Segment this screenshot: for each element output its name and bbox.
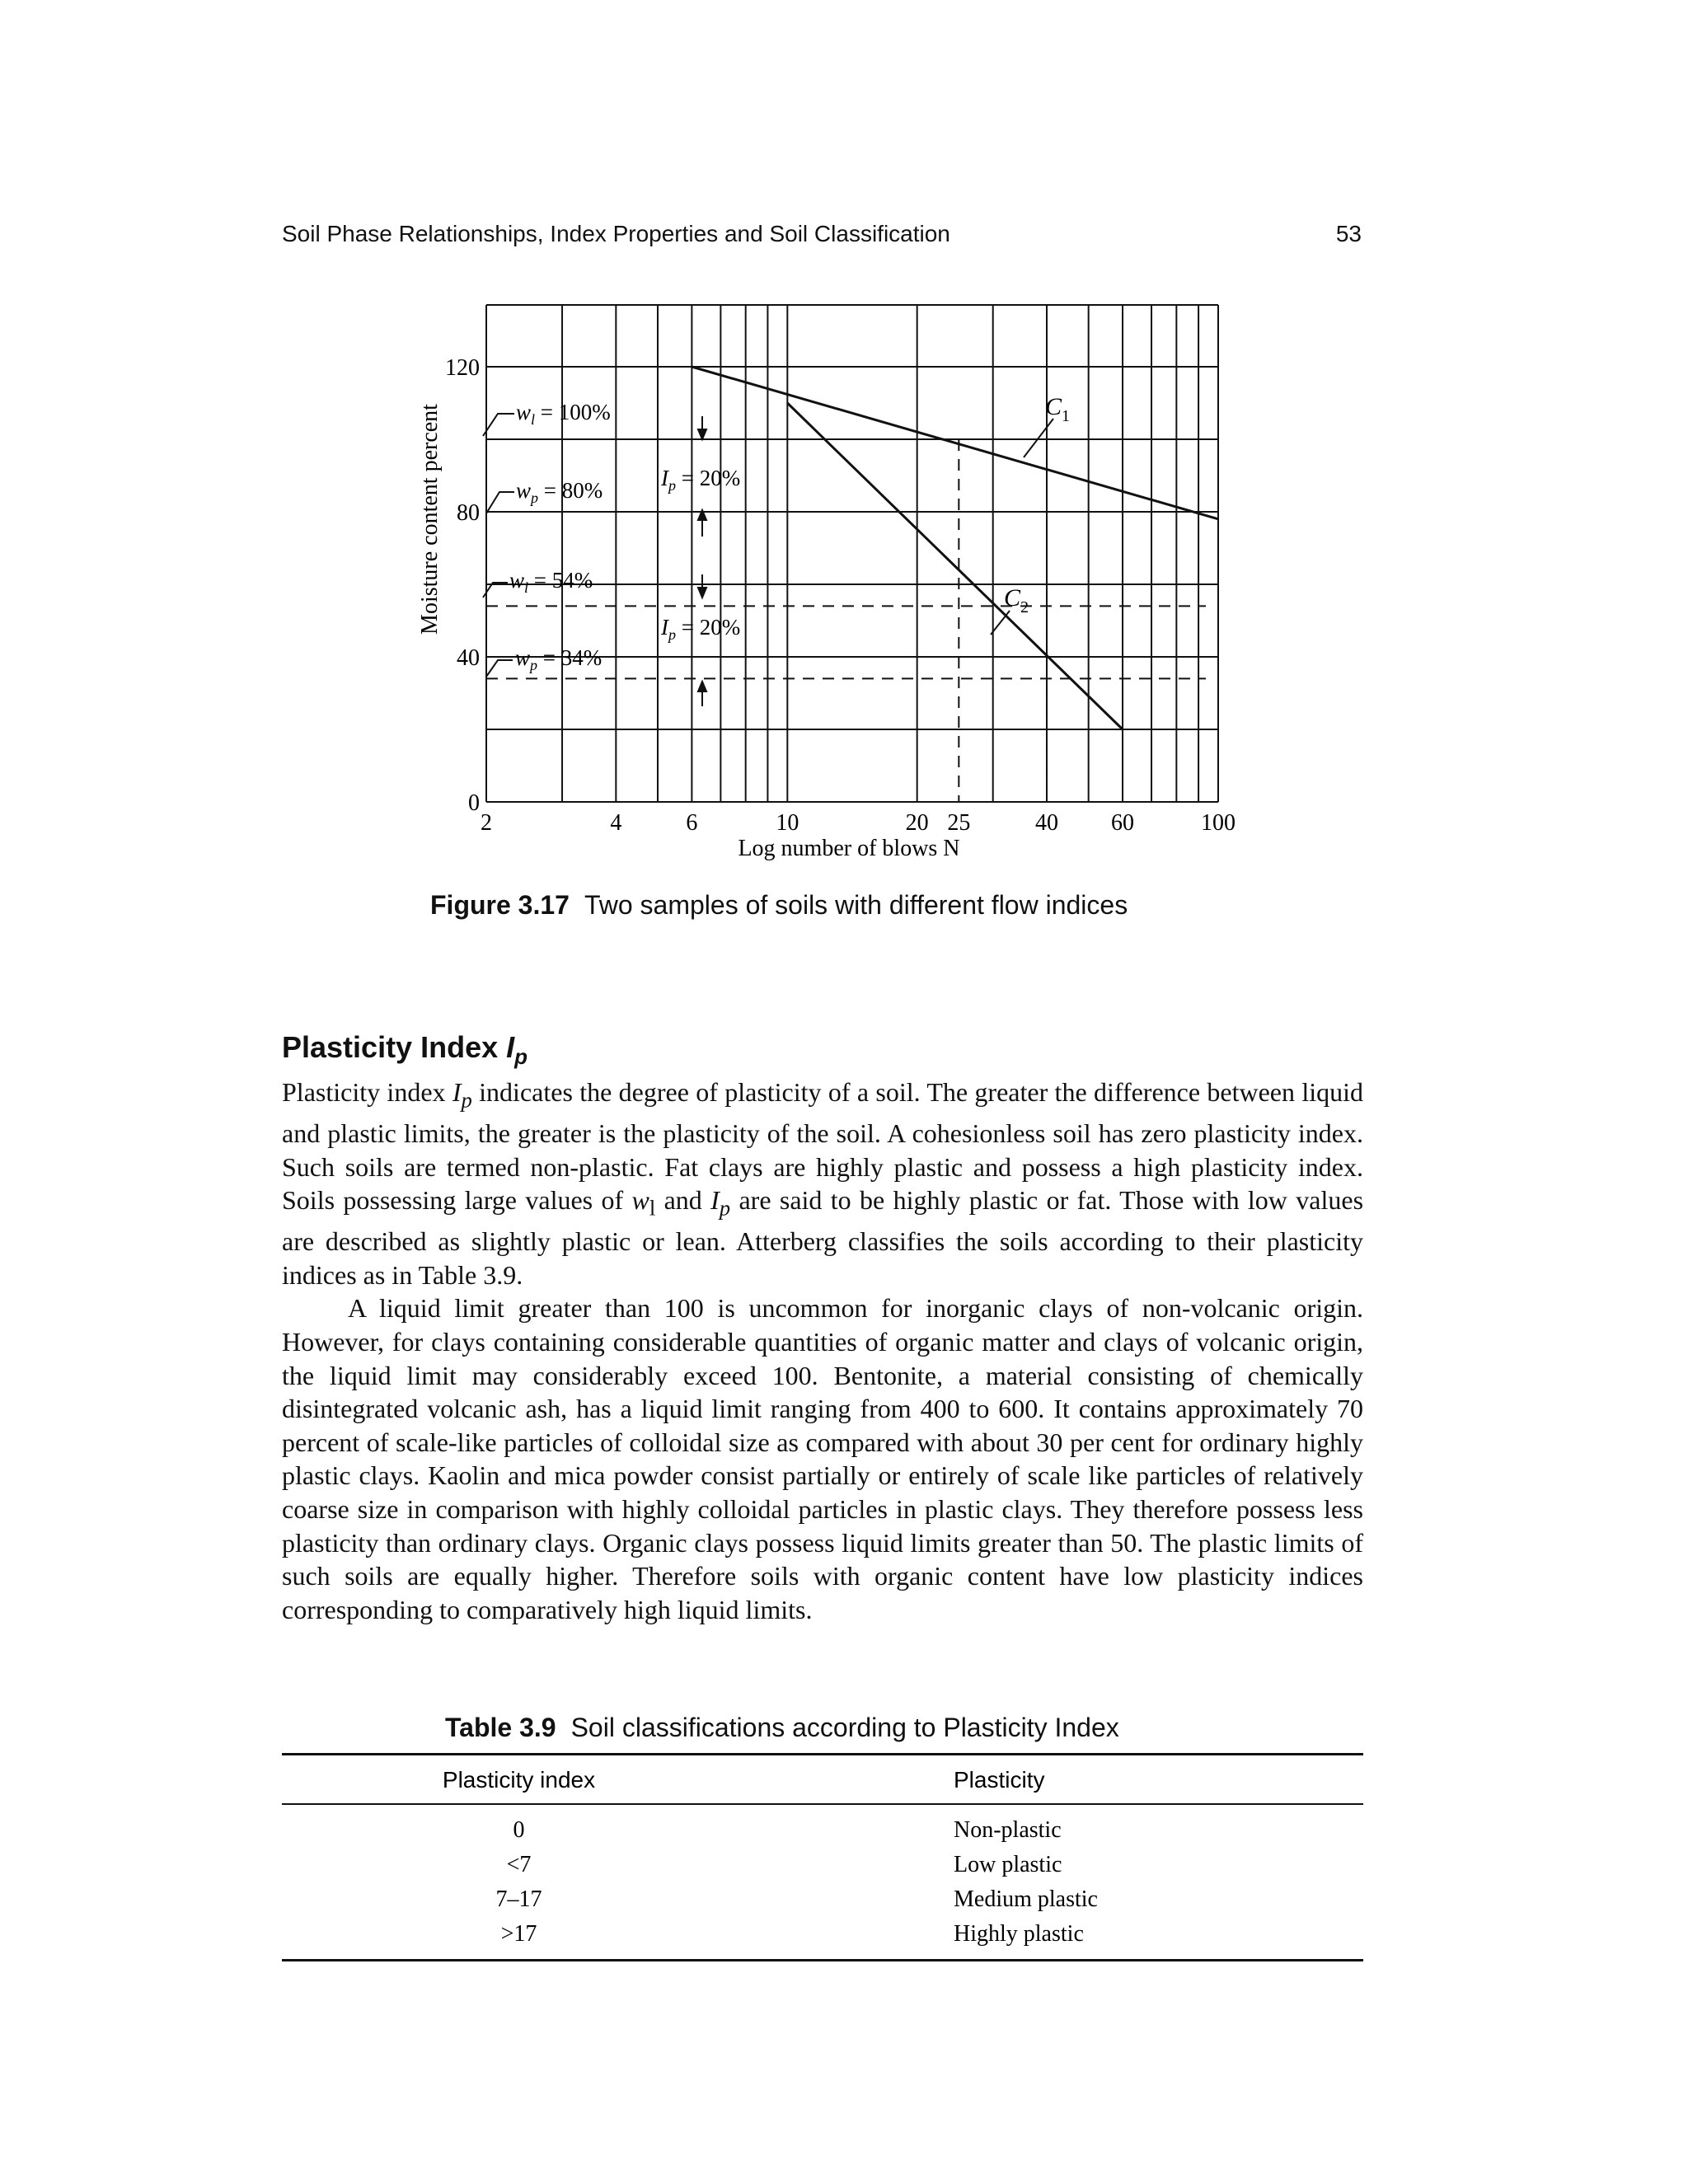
running-header <box>282 221 1362 254</box>
y-tick-label: 0 <box>468 790 480 816</box>
chart-series <box>692 367 1218 729</box>
series-label-c2: $C_2$ <box>1004 584 1029 616</box>
x-tick-label: 25 <box>947 810 971 836</box>
plasticity-table <box>282 1753 1363 1961</box>
table-cell: 0 <box>513 1816 525 1843</box>
figure-caption <box>430 890 1254 921</box>
table-cell: Non-plastic <box>954 1816 1062 1843</box>
annotation-wp-c2: $w_p = 34\%$ <box>515 645 603 673</box>
table-cell: Highly plastic <box>756 1917 1363 1961</box>
leader-wp-c1 <box>486 492 514 513</box>
y-axis-label: Moisture content percent <box>417 404 443 635</box>
leader-wp-c2 <box>486 660 513 677</box>
body-text <box>282 1076 1363 1626</box>
table-cell: >17 <box>282 1917 756 1961</box>
table-row <box>282 1804 1363 1848</box>
table-header-cell: Plasticity index <box>282 1755 756 1805</box>
table-row <box>282 1917 1363 1961</box>
x-axis-label: Log number of blows N <box>738 836 960 861</box>
chart-grid <box>486 305 1218 802</box>
leader-wl-c1 <box>483 414 514 436</box>
table-row <box>282 1848 1363 1882</box>
ip-c2-arrowhead-down <box>698 588 706 598</box>
x-tick-label: 20 <box>905 810 929 836</box>
flow-curve-c2 <box>787 403 1123 729</box>
table-cell: Low plastic <box>954 1851 1062 1877</box>
flow-curve-c1 <box>692 367 1218 519</box>
ip-c1-arrowhead-down <box>698 429 706 439</box>
x-tick-label: 100 <box>1201 810 1236 836</box>
section-heading: Plasticity Index $I_p$ <box>282 1030 528 1070</box>
table-header-cell: Plasticity <box>756 1755 1363 1805</box>
ip-c2-arrowhead-up <box>698 682 706 691</box>
running-header-title: Soil Phase Relationships, Index Properties and Soil Classification <box>282 221 950 246</box>
figure-caption-label: Figure 3.17 <box>430 890 570 920</box>
table-header-row <box>282 1755 1363 1805</box>
annotation-ip-c1: $I_p = 20\%$ <box>661 466 741 494</box>
figure-caption-text: Two samples of soils with different flow indices <box>584 890 1128 920</box>
series-label-c1: $C_1$ <box>1045 393 1071 425</box>
table-cell: 7–17 <box>495 1886 542 1912</box>
x-tick-label: 2 <box>481 810 492 836</box>
annotation-wl-c1: $w_l = 100\%$ <box>516 400 611 428</box>
x-tick-label: 60 <box>1111 810 1135 836</box>
table-caption <box>445 1713 1119 1743</box>
annotation-ip-c2: $I_p = 20\%$ <box>661 615 741 643</box>
annotation-wl-c2: $w_l = 54\%$ <box>509 568 593 596</box>
table-caption-label: Table 3.9 <box>445 1713 556 1742</box>
x-tick-label: 4 <box>610 810 622 836</box>
y-tick-label: 40 <box>457 645 480 671</box>
paragraph-2: A liquid limit greater than 100 is uncommon for inorganic clays of non-volcanic origin. However, for clays containing considerable quantities of organic matter and clays of volcanic origin, the liquid limit may considerably exceed 100. Bentonite, a material consisting of chemically disintegrated volcanic ash, has a liquid limit ranging from 400 to 600. It contains approximately 70 percent of scale-like particles of colloidal size as compared with about 30 per cent for ordinary highly plastic clays. Kaolin and mica powder consist partially or entirely of scale like particles of relatively coarse size in comparison with highly colloidal particles in plastic clays. They therefore possess less plasticity than ordinary clays. Organic clays possess liquid limits greater than 50. The plastic limits of such soils are equally higher. Therefore soils with organic content have low plasticity indices corresponding to comparatively high liquid limits. <box>282 1293 1363 1624</box>
y-tick-label: 120 <box>445 355 480 381</box>
paragraph-1: Plasticity index $I_p$ indicates the degree of plasticity of a soil. The greater the difference between liquid and plastic limits, the greater is the plasticity of the soil. A cohesionless soil has zero plasticity index. Such soils are termed non-plastic. Fat clays are highly plastic and possess a high plasticity index. Soils possessing large values of $w_l$ and $I_p$ are said to be highly plastic or fat. Those with low values are described as slightly plastic or lean. Atterberg classifies the soils according to their plasticity indices as in Table 3.9. <box>282 1077 1364 1290</box>
table-cell: Medium plastic <box>954 1886 1098 1912</box>
annotation-wp-c1: $w_p = 80\%$ <box>516 478 603 506</box>
table-row <box>282 1882 1363 1917</box>
c1-pointer <box>1024 419 1053 457</box>
page-number: 53 <box>1335 221 1362 246</box>
chart-ticks <box>445 355 1236 836</box>
x-tick-label: 10 <box>776 810 799 836</box>
x-tick-label: 40 <box>1035 810 1059 836</box>
table-cell: <7 <box>506 1851 532 1877</box>
y-tick-label: 80 <box>457 500 480 526</box>
x-tick-label: 6 <box>686 810 698 836</box>
flow-index-chart <box>404 284 1269 869</box>
table-caption-text: Soil classifications according to Plasticity Index <box>570 1713 1119 1742</box>
